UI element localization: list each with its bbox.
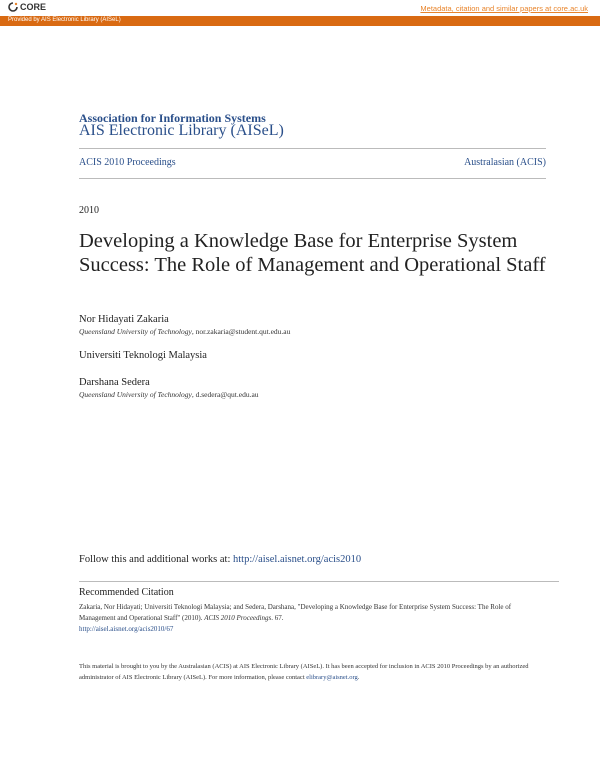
author-block <box>79 377 259 399</box>
author-affiliation: Queensland University of Technology, d.sedera@qut.edu.au <box>79 390 259 399</box>
provided-by-bar <box>0 16 600 26</box>
author-name: Nor Hidayati Zakaria <box>79 314 169 325</box>
follow-link[interactable]: http://aisel.aisnet.org/acis2010 <box>233 554 362 565</box>
core-bar <box>0 0 600 16</box>
core-logo[interactable] <box>8 2 46 12</box>
follow-line: Follow this and additional works at: http://aisel.aisnet.org/acis2010 <box>79 554 362 565</box>
citation-link[interactable]: http://aisel.aisnet.org/acis2010/67 <box>79 625 174 633</box>
author-block <box>79 350 207 361</box>
contact-email-link[interactable]: elibrary@aisnet.org <box>306 674 358 681</box>
inclusion-notice: This material is brought to you by the Australasian (ACIS) at AIS Electronic Library (AISeL). It has been accepted for inclusion in ACIS 2010 Proceedings by an authorized administrator of AIS Electronic Library (AISeL). For more information, please contact elibrary@aisnet.org. <box>79 663 529 681</box>
divider <box>79 148 546 149</box>
divider <box>79 178 546 179</box>
core-logo-icon <box>8 2 18 12</box>
author-affiliation: Queensland University of Technology, nor.zakaria@student.qut.edu.au <box>79 327 291 336</box>
citation-text: Zakaria, Nor Hidayati; Universiti Teknologi Malaysia; and Sedera, Darshana, "Developing a Knowledge Base for Enterprise System Success: The Role of Management and Operational Staff" (2010). ACIS 2010 Proceedings. 67. http://aisel.aisnet.org/acis2010/67 <box>79 603 512 633</box>
divider <box>79 581 559 582</box>
publication-year: 2010 <box>79 205 99 216</box>
author-block <box>79 314 290 336</box>
author-name: Universiti Teknologi Malaysia <box>79 350 207 361</box>
core-metadata-link[interactable]: Metadata, citation and similar papers at core.ac.uk <box>420 4 588 13</box>
provided-by-text: Provided by AIS Electronic Library (AISeL) <box>8 17 121 23</box>
author-name: Darshana Sedera <box>79 377 150 388</box>
paper-title: Developing a Knowledge Base for Enterprise System Success: The Role of Management and Operational Staff <box>79 230 546 276</box>
collection-link[interactable]: Australasian (ACIS) <box>464 157 546 168</box>
core-logo-text: CORE <box>20 2 47 12</box>
recommended-citation-heading: Recommended Citation <box>79 587 174 598</box>
proceedings-link[interactable]: ACIS 2010 Proceedings <box>79 157 176 168</box>
association-name[interactable]: Association for Information Systems <box>79 111 266 125</box>
library-name[interactable]: AIS Electronic Library (AISeL) <box>79 122 284 139</box>
